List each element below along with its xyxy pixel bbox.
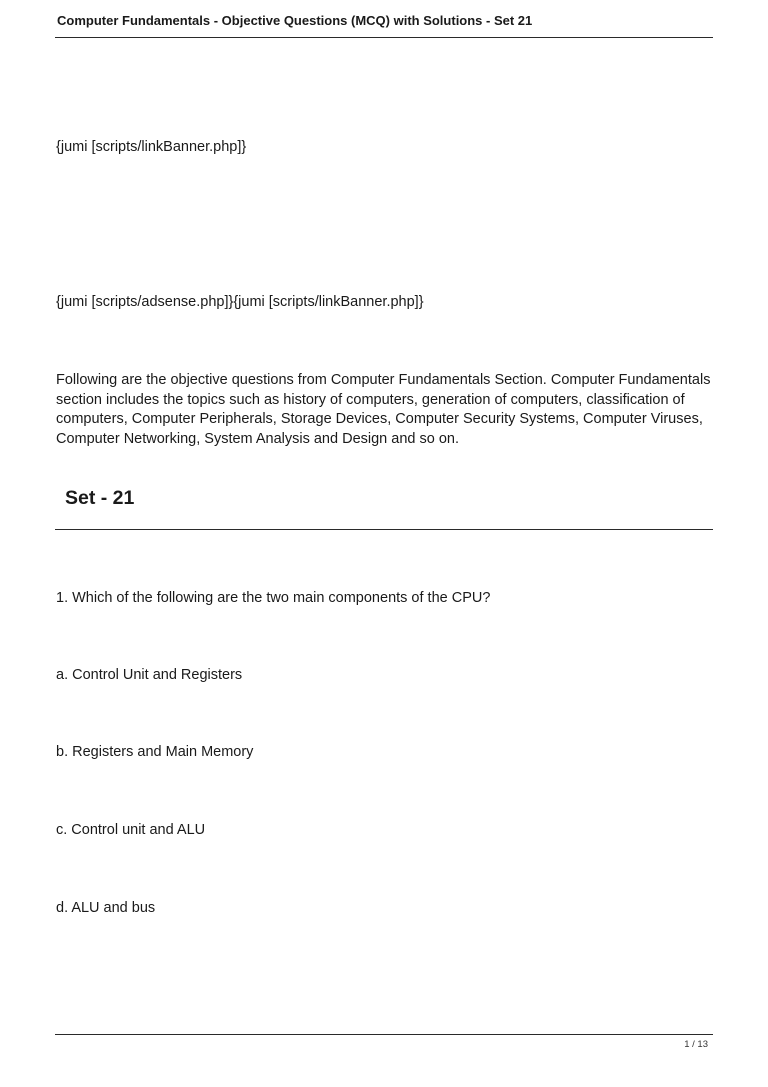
set-heading: Set - 21	[65, 487, 135, 509]
page-header-title: Computer Fundamentals - Objective Questions (MCQ) with Solutions - Set 21	[57, 13, 533, 28]
set-divider	[55, 529, 713, 530]
question-text: 1. Which of the following are the two main components of the CPU?	[56, 590, 491, 606]
option-b: b. Registers and Main Memory	[56, 744, 254, 760]
intro-paragraph: Following are the objective questions from Computer Fundamentals Section. Computer Fundamentals section includes the topics such as history of computers, generation of computers, classification of computers, Computer Peripherals, Storage Devices, Computer Security Systems, Computer Viruses, Computer Networking, System Analysis and Design and so on.	[56, 372, 711, 447]
footer-divider	[55, 1034, 713, 1035]
jumi-placeholder-2: {jumi [scripts/adsense.php]}{jumi [scripts/linkBanner.php]}	[56, 294, 424, 310]
page-number: 1 / 13	[684, 1039, 708, 1050]
option-c: c. Control unit and ALU	[56, 822, 206, 838]
option-d: d. ALU and bus	[56, 900, 156, 916]
option-a: a. Control Unit and Registers	[56, 667, 243, 683]
header-divider	[55, 37, 713, 38]
jumi-placeholder-1: {jumi [scripts/linkBanner.php]}	[56, 139, 247, 155]
